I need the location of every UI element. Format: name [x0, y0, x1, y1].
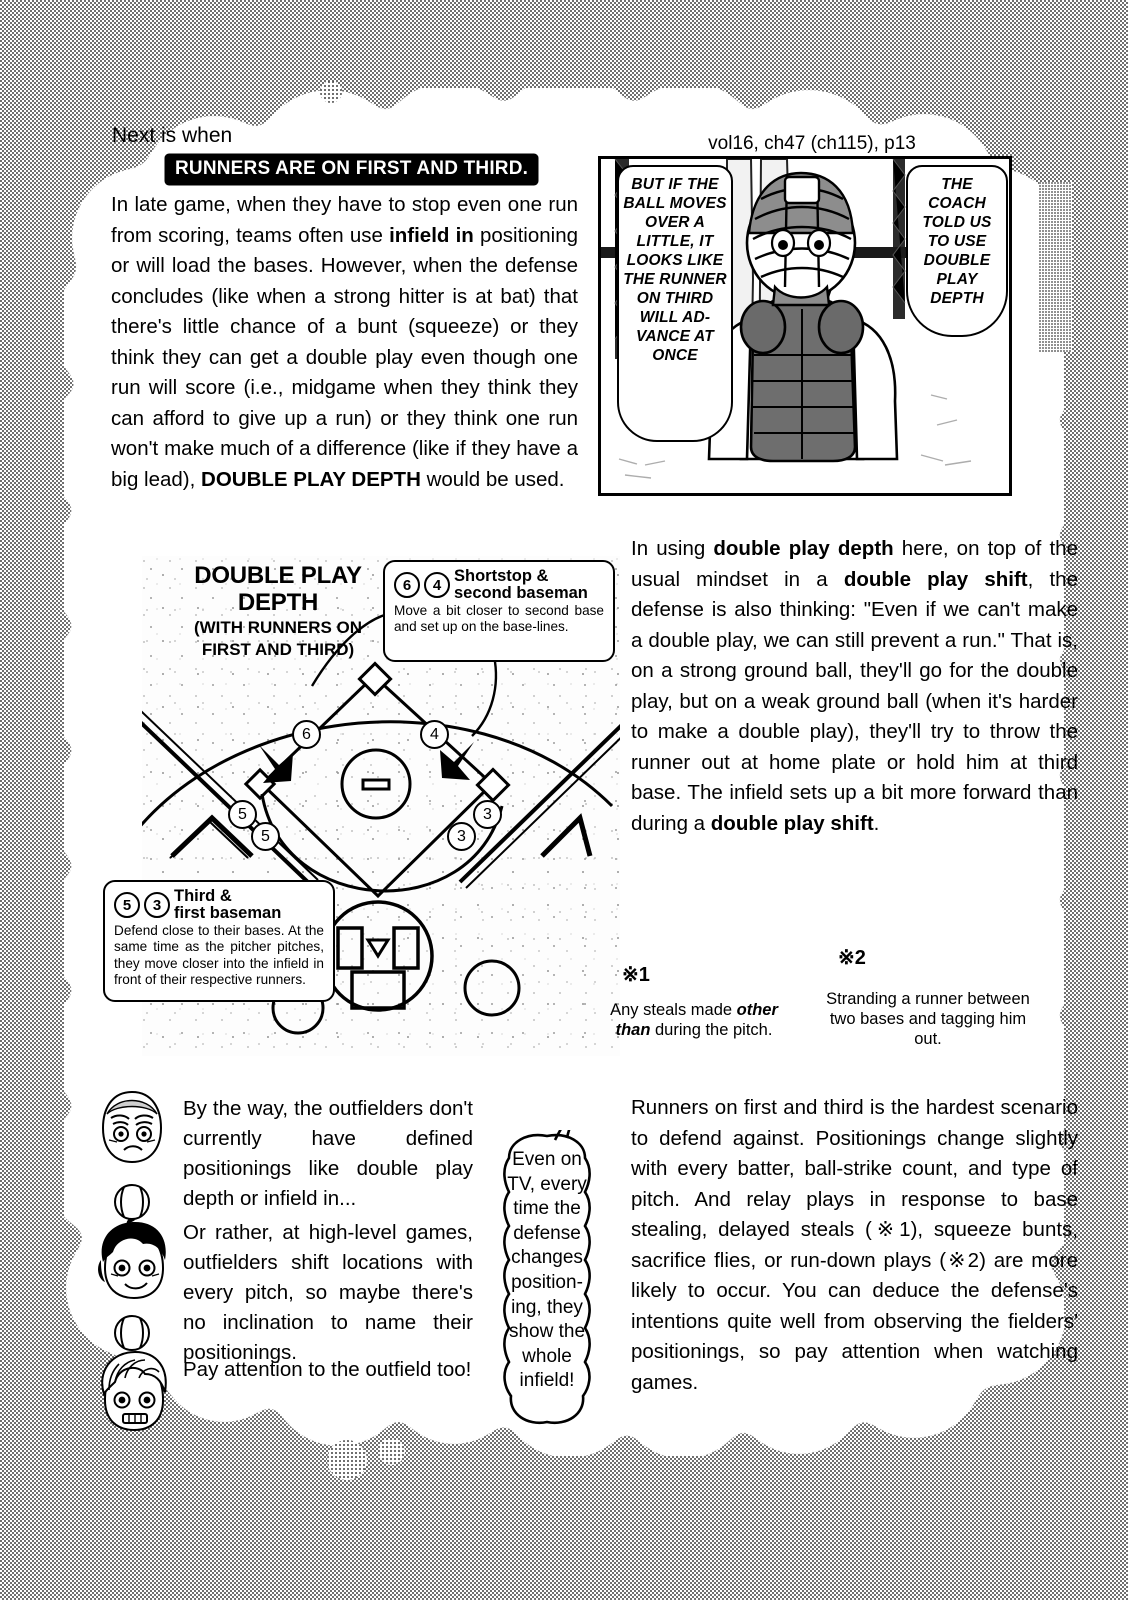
avatar-bald-man [97, 1088, 167, 1171]
footnote-2-mark: ※2 [838, 947, 866, 969]
callout-number-6: 6 [394, 572, 420, 598]
diagram-subtitle-line1: (WITH RUNNERS ON [193, 618, 363, 637]
callout-number-3: 3 [144, 892, 170, 918]
lead-in-text: Next is when [112, 124, 233, 147]
manga-bubble-right: THE COACH TOLD US TO USE DOUBLE PLAY DEPTH [906, 165, 1008, 337]
callout-basemen-head [114, 888, 324, 922]
tv-bubble-text: Even on TV, every time the defense changes position-ing, they show the whole infield! [507, 1149, 587, 1392]
baseball-icon [112, 1182, 152, 1222]
callout-shortstop-second [383, 560, 615, 662]
third-baseman-marker-end: 5 [251, 822, 280, 851]
callout-number-4: 4 [424, 572, 450, 598]
avatar-light-hair-boy-art [95, 1348, 173, 1432]
first-baseman-marker-start: 3 [447, 822, 476, 851]
section-headline-label: RUNNERS ARE ON FIRST AND THIRD. [166, 155, 537, 184]
callout-shortstop-body: Move a bit closer to second base and set up on the base-lines. [394, 603, 604, 635]
callout-number-5: 5 [114, 892, 140, 918]
callout-third-first [103, 880, 335, 1002]
avatar-bald-man-art [97, 1088, 167, 1166]
bottom-left-text-3: Pay attention to the outfield too! [183, 1358, 472, 1381]
bottom-left-text-2: Or rather, at high-level games, outfielders shift locations with every pitch, so maybe there's no inclination to name their positionings. [183, 1221, 473, 1364]
halftone-accent-block [1039, 182, 1072, 352]
callout-shortstop-title [454, 568, 588, 602]
footnote-1-text: Any steals made other than during the pitch. [610, 1001, 778, 1039]
intro-paragraph: In late game, when they have to stop even one run from scoring, teams often use infield in positioning or will load the bases. However, when the defense concludes (like when a strong hitter is at bat) that there's little chance of a bunt (squeeze) or they think they can get a double play even though one run will score (i.e., midgame when they think they can afford to give up a run) or they think one run won't make much of a difference (like if they have a big lead), DOUBLE PLAY DEPTH would be used. [111, 193, 578, 491]
first-baseman-marker-end: 3 [473, 800, 502, 829]
diagram-title-line2: DEPTH [237, 589, 319, 616]
bottom-left-text-1: By the way, the outfielders don't currently have defined positionings like double play depth or infield in... [183, 1097, 473, 1210]
baseball-icon [112, 1313, 152, 1353]
right-column-paragraph: In using double play depth here, on top of the usual mindset in a double play shift, the defense is also thinking: "Even if we can't make a double play, we can still prevent a run." That is, on a strong ground ball, they'll go for the double play, but on a weak ground ball (when it's harder to make a double play), they'll try to throw the runner out at home plate or hold him at third base. The infield sets up a bit more forward than during a double play shift. [631, 537, 1078, 835]
callout-title-line1: Shortstop & [454, 567, 549, 585]
avatar-dark-hair-boy [95, 1218, 173, 1307]
avatar-light-hair-boy [95, 1348, 173, 1437]
callout-basemen-title [174, 888, 281, 922]
avatar-dark-hair-boy-art [95, 1218, 173, 1302]
footnote-1-mark: ※1 [622, 964, 650, 986]
manga-bubble-left: BUT IF THE BALL MOVES OVER A LITTLE, IT LOOKS LIKE THE RUNNER ON THIRD WILL AD-VANCE AT ONCE [617, 165, 733, 442]
callout-title-line2: second baseman [454, 584, 588, 602]
diagram-title-line1: DOUBLE PLAY [194, 562, 362, 589]
diagram-title [152, 562, 404, 660]
callout-basemen-body: Defend close to their bases. At the same time as the pitcher pitches, they move closer into the infield in front of their respective runners. [114, 923, 324, 988]
manga-panel [598, 156, 1012, 496]
section-headline [166, 155, 537, 184]
second-baseman-marker: 4 [420, 720, 449, 749]
callout-basemen-title-line2: first baseman [174, 904, 282, 922]
callout-shortstop-head [394, 568, 604, 602]
shortstop-marker: 6 [292, 720, 321, 749]
diagram-subtitle-line2: FIRST AND THIRD) [201, 640, 355, 659]
third-baseman-marker-start: 5 [228, 800, 257, 829]
panel-source-caption: vol16, ch47 (ch115), p13 [708, 133, 916, 154]
callout-basemen-title-line1: Third & [174, 887, 232, 905]
bottom-right-paragraph: Runners on first and third is the hardest scenario to defend against. Positionings change slightly with every batter, ball-strike count, and type of pitch. And relay plays in response to base stealing, delayed steals (※1), squeeze bunts, sacrifice flies, or run-down plays (※2) are more likely to occur. You can deduce the defense's intentions quite well from observing the fielders' positionings, so pay attention when watching games. [631, 1096, 1078, 1394]
footnote-2-text: Stranding a runner between two bases and tagging him out. [826, 990, 1030, 1048]
